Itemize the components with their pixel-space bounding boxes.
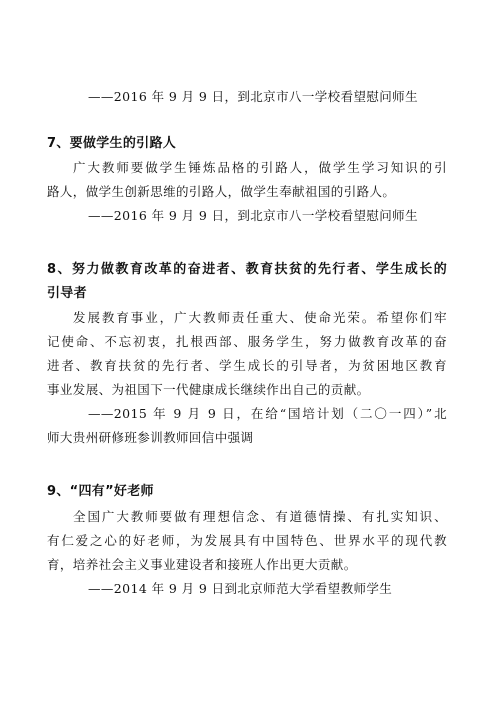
section-heading-8-line-2: 引导者 (47, 286, 87, 301)
body-line-9-2: 有仁爱之心的好老师，为发展具有中国特色、世界水平的现代教 (47, 533, 447, 548)
source-line-6: ——2016 年 9 月 9 日，到北京市八一学校看望慰问师生 (88, 89, 418, 104)
body-line-8-3: 进者、教育扶贫的先行者、学生成长的引导者，为贫困地区教育 (47, 358, 447, 373)
body-line-8-4: 事业发展、为祖国下一代健康成长继续作出自己的贡献。 (47, 382, 370, 397)
section-heading-7: 7、要做学生的引路人 (47, 136, 177, 151)
source-line-7: ——2016 年 9 月 9 日，到北京市八一学校看望慰问师生 (88, 208, 418, 223)
body-line-7-1: 广大教师要做学生锤炼品格的引路人，做学生学习知识的引 (73, 160, 447, 175)
body-line-8-2: 记使命、不忘初衷，扎根西部、服务学生，努力做教育改革的奋 (47, 334, 447, 349)
body-line-7-2: 路人，做学生创新思维的引路人，做学生奉献祖国的引路人。 (47, 184, 396, 199)
source-line-8-2: 师大贵州研修班参训教师回信中强调 (47, 430, 254, 445)
section-heading-8-line-1: 8、努力做教育改革的奋进者、教育扶贫的先行者、学生成长的 (47, 262, 447, 277)
body-line-8-1: 发展教育事业，广大教师责任重大、使命光荣。希望你们牢 (73, 310, 447, 325)
source-line-8-1: ——2015 年 9 月 9 日，在给“国培计划（二〇一四）”北 (88, 406, 447, 421)
body-line-9-1: 全国广大教师要做有理想信念、有道德情操、有扎实知识、 (73, 509, 447, 524)
source-line-9: ——2014 年 9 月 9 日到北京师范大学看望教师学生 (88, 581, 393, 596)
section-heading-9: 9、“四有”好老师 (47, 484, 154, 499)
body-line-9-3: 育，培养社会主义事业建设者和接班人作出更大贡献。 (47, 557, 357, 572)
